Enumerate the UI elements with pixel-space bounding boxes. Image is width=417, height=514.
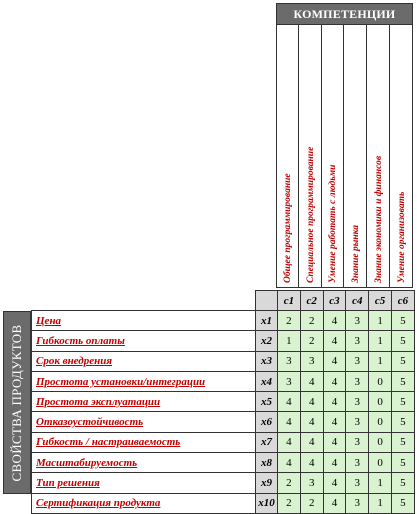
score-cell: 4 bbox=[278, 392, 301, 412]
competency-header-c2 bbox=[299, 25, 322, 288]
competency-matrix bbox=[31, 290, 415, 514]
score-cell: 3 bbox=[278, 371, 301, 391]
score-cell: 5 bbox=[391, 473, 414, 493]
competency-label: Умение работать с людьми bbox=[328, 164, 339, 283]
score-cell: 4 bbox=[323, 493, 346, 513]
score-cell: 5 bbox=[391, 351, 414, 371]
property-name: Срок внедрения bbox=[32, 351, 256, 371]
property-code: x1 bbox=[256, 311, 278, 331]
competency-label: Общее программирование bbox=[283, 173, 294, 283]
score-cell: 4 bbox=[323, 412, 346, 432]
score-cell: 5 bbox=[391, 331, 414, 351]
score-cell: 1 bbox=[278, 331, 301, 351]
property-name: Простота эксплуатации bbox=[32, 392, 256, 412]
score-cell: 0 bbox=[369, 412, 392, 432]
score-cell: 5 bbox=[391, 453, 414, 473]
competency-code-c4: c4 bbox=[346, 291, 369, 311]
property-name: Цена bbox=[32, 311, 256, 331]
property-code: x2 bbox=[256, 331, 278, 351]
property-code: x8 bbox=[256, 453, 278, 473]
score-cell: 2 bbox=[278, 493, 301, 513]
score-cell: 4 bbox=[323, 331, 346, 351]
code-header-row bbox=[32, 291, 415, 311]
table-row bbox=[32, 453, 415, 473]
score-cell: 4 bbox=[300, 412, 323, 432]
score-cell: 3 bbox=[346, 412, 369, 432]
competency-code-c5: c5 bbox=[369, 291, 392, 311]
score-cell: 5 bbox=[391, 432, 414, 452]
score-cell: 5 bbox=[391, 392, 414, 412]
score-cell: 4 bbox=[278, 432, 301, 452]
property-name: Масштабируемость bbox=[32, 453, 256, 473]
score-cell: 4 bbox=[323, 432, 346, 452]
score-cell: 4 bbox=[278, 453, 301, 473]
score-cell: 5 bbox=[391, 311, 414, 331]
score-cell: 1 bbox=[369, 493, 392, 513]
score-cell: 4 bbox=[300, 453, 323, 473]
score-cell: 4 bbox=[323, 311, 346, 331]
blank-cell bbox=[32, 291, 256, 311]
table-row bbox=[32, 473, 415, 493]
score-cell: 4 bbox=[323, 351, 346, 371]
table-row bbox=[32, 351, 415, 371]
competency-code-c6: c6 bbox=[391, 291, 414, 311]
property-code: x4 bbox=[256, 371, 278, 391]
score-cell: 3 bbox=[346, 453, 369, 473]
table-row bbox=[32, 371, 415, 391]
score-cell: 0 bbox=[369, 453, 392, 473]
score-cell: 1 bbox=[369, 473, 392, 493]
table-row bbox=[32, 392, 415, 412]
product-properties-label bbox=[3, 311, 31, 494]
score-cell: 4 bbox=[323, 473, 346, 493]
competency-header-c6 bbox=[390, 25, 413, 288]
score-cell: 3 bbox=[346, 392, 369, 412]
property-code: x9 bbox=[256, 473, 278, 493]
property-code: x10 bbox=[256, 493, 278, 513]
score-cell: 3 bbox=[346, 432, 369, 452]
score-cell: 4 bbox=[300, 371, 323, 391]
competency-header-c5 bbox=[367, 25, 390, 288]
table-row bbox=[32, 331, 415, 351]
property-name: Отказоустойчивость bbox=[32, 412, 256, 432]
score-cell: 3 bbox=[346, 311, 369, 331]
score-cell: 4 bbox=[300, 392, 323, 412]
score-cell: 5 bbox=[391, 371, 414, 391]
score-cell: 3 bbox=[346, 473, 369, 493]
property-code: x3 bbox=[256, 351, 278, 371]
competency-header-c1 bbox=[276, 25, 299, 288]
score-cell: 3 bbox=[300, 351, 323, 371]
competency-label: Знание рынка bbox=[351, 225, 362, 283]
property-name: Гибкость / настраиваемость bbox=[32, 432, 256, 452]
score-cell: 2 bbox=[300, 311, 323, 331]
side-label-text: СВОЙСТВА ПРОДУКТОВ bbox=[9, 324, 24, 481]
score-cell: 3 bbox=[346, 331, 369, 351]
score-cell: 3 bbox=[346, 351, 369, 371]
property-code: x5 bbox=[256, 392, 278, 412]
table-row bbox=[32, 311, 415, 331]
competency-header-c4 bbox=[344, 25, 367, 288]
score-cell: 5 bbox=[391, 493, 414, 513]
competency-code-c3: c3 bbox=[323, 291, 346, 311]
property-name: Простота установки/интеграции bbox=[32, 371, 256, 391]
competency-label: Специальное программирование bbox=[305, 146, 316, 283]
score-cell: 2 bbox=[300, 331, 323, 351]
blank-code-cell bbox=[256, 291, 278, 311]
score-cell: 4 bbox=[323, 371, 346, 391]
score-cell: 5 bbox=[391, 412, 414, 432]
table-row bbox=[32, 432, 415, 452]
score-cell: 0 bbox=[369, 371, 392, 391]
table-row bbox=[32, 412, 415, 432]
score-cell: 4 bbox=[278, 412, 301, 432]
competency-label: Знание экономики и финансов bbox=[374, 155, 385, 283]
score-cell: 4 bbox=[323, 392, 346, 412]
property-name: Сертификация продукта bbox=[32, 493, 256, 513]
score-cell: 2 bbox=[278, 311, 301, 331]
score-cell: 2 bbox=[300, 493, 323, 513]
table-row bbox=[32, 493, 415, 513]
competency-code-c2: c2 bbox=[300, 291, 323, 311]
score-cell: 1 bbox=[369, 351, 392, 371]
score-cell: 3 bbox=[300, 473, 323, 493]
score-cell: 1 bbox=[369, 331, 392, 351]
score-cell: 1 bbox=[369, 311, 392, 331]
score-cell: 2 bbox=[278, 473, 301, 493]
property-code: x7 bbox=[256, 432, 278, 452]
score-cell: 3 bbox=[346, 371, 369, 391]
score-cell: 3 bbox=[278, 351, 301, 371]
property-code: x6 bbox=[256, 412, 278, 432]
score-cell: 4 bbox=[300, 432, 323, 452]
property-name: Тип решения bbox=[32, 473, 256, 493]
competency-column-headers bbox=[276, 0, 413, 290]
competencies-header: КОМПЕТЕНЦИИ bbox=[276, 3, 413, 25]
competency-header-c3 bbox=[322, 25, 345, 288]
competency-label: Умение организовать bbox=[396, 191, 407, 283]
score-cell: 0 bbox=[369, 392, 392, 412]
score-cell: 0 bbox=[369, 432, 392, 452]
score-cell: 3 bbox=[346, 493, 369, 513]
property-name: Гибкость оплаты bbox=[32, 331, 256, 351]
competency-code-c1: c1 bbox=[278, 291, 301, 311]
score-cell: 4 bbox=[323, 453, 346, 473]
